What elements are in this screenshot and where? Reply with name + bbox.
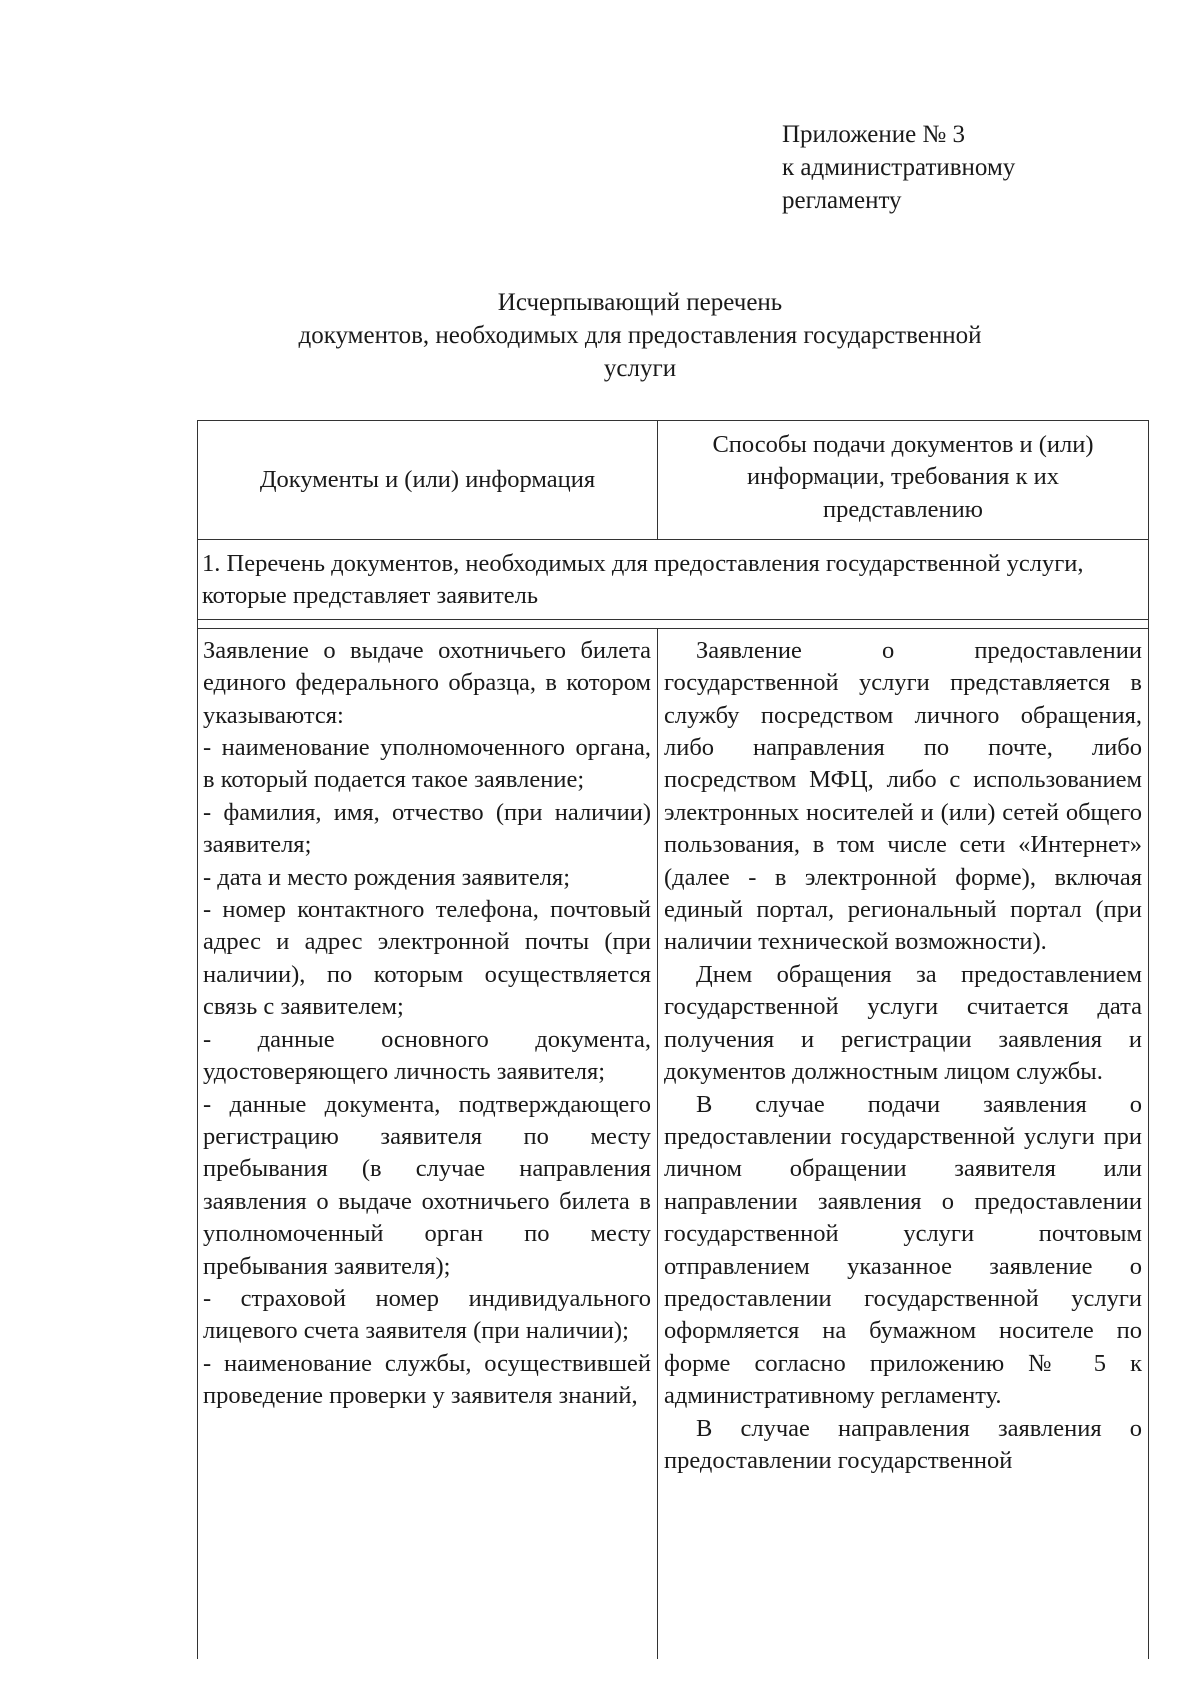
- title-line-3: услуги: [603, 355, 677, 382]
- annex-line-1: Приложение № 3: [782, 121, 966, 148]
- section-row: [198, 540, 1148, 620]
- paragraph: Заявление о предоставлении государственной услуги представляется в службу посредством личного обращения, либо направления по почте, либо посредством МФЦ, либо с использованием электронных носителей и (или) сетей общего пользования, в том числе сети «Интернет» (далее - в электронной форме), включая единый портал, региональный портал (при наличии технической возможности).: [664, 636, 1142, 956]
- table-row: [198, 628, 1148, 1659]
- table-header-row: [198, 421, 1148, 540]
- list-item: Заявление о выдаче охотничьего билета единого федерального образца, в котором указываются:: [203, 636, 651, 729]
- documents-cell: [198, 629, 658, 1659]
- list-item: - наименование уполномоченного органа, в который подается такое заявление;: [203, 734, 651, 794]
- list-item: - номер контактного телефона, почтовый адрес и адрес электронной почты (при наличии), по которым осуществляется связь с заявителем;: [203, 896, 651, 1021]
- annex-line-2: к административному: [782, 154, 1016, 181]
- list-item: - фамилия, имя, отчество (при наличии) заявителя;: [203, 798, 651, 859]
- paragraph: В случае направления заявления о предоставлении государственной: [664, 1414, 1142, 1474]
- submission-cell: [658, 629, 1148, 1659]
- header-cell-documents: Документы и (или) информация: [198, 421, 658, 539]
- list-item: - данные основного документа, удостоверяющего личность заявителя;: [203, 1025, 651, 1086]
- header-cell-submission-methods: Способы подачи документов и (или) информации, требования к их представлению: [712, 431, 1094, 523]
- list-item: - наименование службы, осуществившей проведение проверки у заявителя знаний,: [203, 1349, 651, 1410]
- list-item: - дата и место рождения заявителя;: [203, 863, 571, 891]
- document-title: [190, 286, 1090, 385]
- documents-table: [197, 420, 1149, 1659]
- annex-line-3: регламенту: [782, 187, 902, 214]
- section-heading: 1. Перечень документов, необходимых для предоставления государственной услуги, которые представляет заявитель: [202, 550, 1084, 610]
- list-item: - данные документа, подтверждающего регистрацию заявителя по месту пребывания (в случае направления заявления о выдаче охотничьего билета в уполномоченный орган по месту пребывания заявителя);: [203, 1090, 651, 1280]
- paragraph: Днем обращения за предоставлением государственной услуги считается дата получения и регистрации заявления и документов должностным лицом службы.: [664, 960, 1142, 1086]
- title-line-1: Исчерпывающий перечень: [497, 289, 783, 316]
- title-line-2: документов, необходимых для предоставления государственной: [298, 322, 982, 349]
- paragraph: В случае подачи заявления о предоставлении государственной услуги при личном обращении заявителя или направлении заявления о предоставлении государственной услуги почтовым отправлением указанное заявление о предоставлении государственной услуги оформляется на бумажном носителе по форме согласно приложению № 5 к административному регламенту.: [664, 1090, 1142, 1410]
- annex-reference: [782, 118, 1015, 217]
- list-item: - страховой номер индивидуального лицевого счета заявителя (при наличии);: [203, 1284, 651, 1345]
